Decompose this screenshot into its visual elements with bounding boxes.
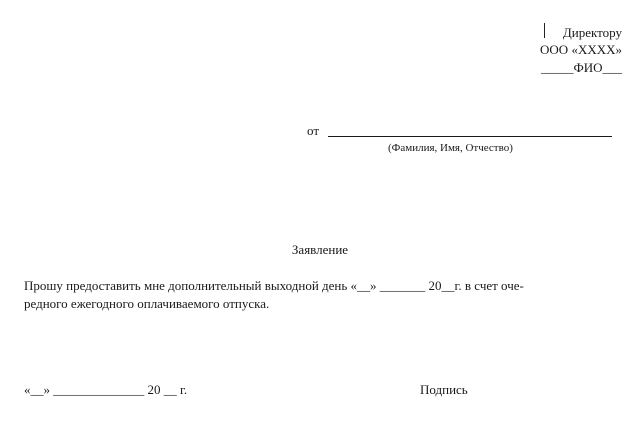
from-hint: (Фамилия, Имя, Отчество) [388,142,513,154]
from-underline [328,136,612,137]
document-title: Заявление [291,242,349,257]
body-line-1: Прошу предоставить мне дополнительный выходной день «__» _______ 20__г. в счет оче- [24,278,524,293]
addressee-position: Директору [562,25,622,40]
addressee-name: _____ФИО___ [540,60,622,75]
footer-signature: Подпись [420,382,468,397]
from-label: от [307,123,320,138]
addressee-company: ООО «ХХХХ» [540,42,622,57]
body-line-2: редного ежегодного оплачиваемого отпуска. [24,296,270,311]
footer-date: «__» ______________ 20 __ г. [24,382,188,397]
text-cursor [544,23,545,38]
